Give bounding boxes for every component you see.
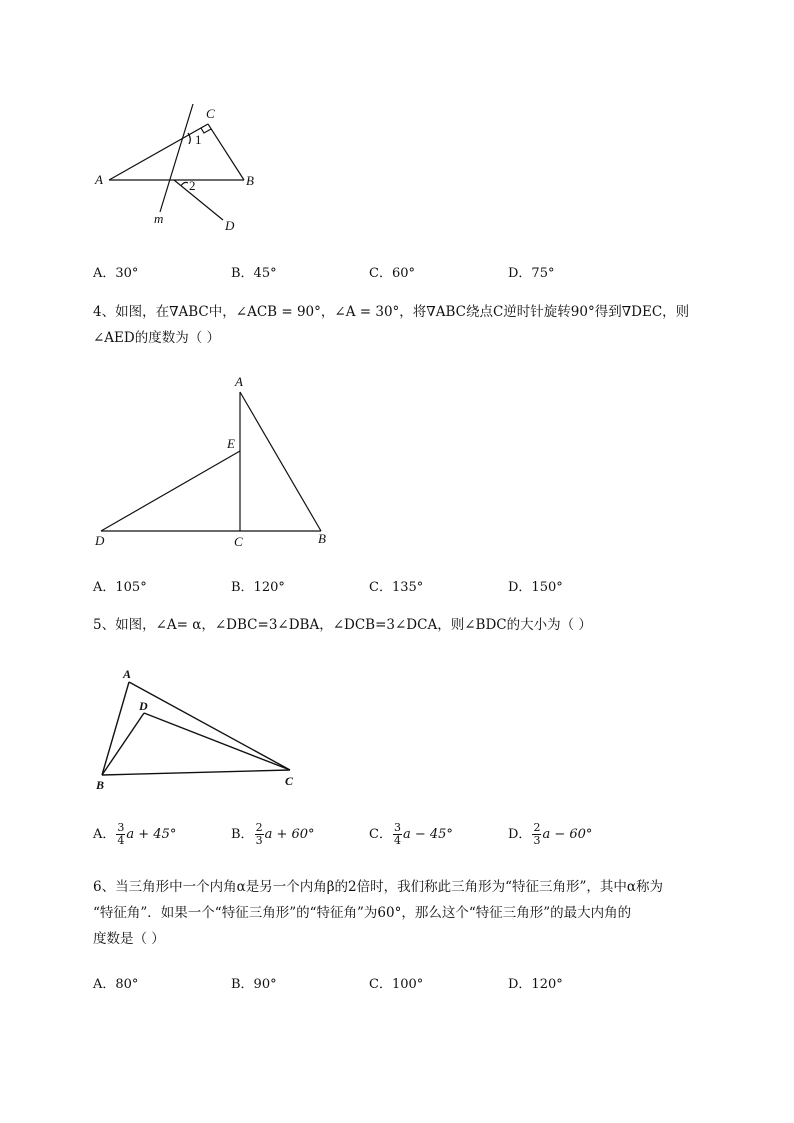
label-a: A	[235, 374, 243, 389]
label-b: B	[318, 531, 326, 546]
q6-stem	[93, 874, 743, 952]
q6-option-b[interactable]: B．90°	[231, 977, 277, 992]
segment-bc	[102, 770, 290, 775]
label-a: A	[123, 667, 132, 681]
q5-stem: 5、如图，∠A= α，∠DBC=3∠DBA，∠DCB=3∠DCA，则∠BDC的大小为（ ）	[93, 617, 592, 633]
label-c: C	[285, 774, 294, 788]
q5-option-c[interactable]	[369, 822, 453, 847]
q4-option-c[interactable]: C．135°	[369, 580, 424, 595]
q6-line-2: “特征角”．如果一个“特征三角形”的“特征角”为60°，那么这个“特征三角形”的最大内角的	[93, 905, 632, 921]
fraction	[393, 822, 402, 847]
option-letter: C．	[369, 827, 392, 842]
segment-ab	[102, 682, 129, 775]
option-expression: a + 45°	[126, 827, 177, 842]
option-expression: a − 60°	[542, 827, 593, 842]
option-letter: B．	[231, 827, 254, 842]
q4-line-1: 4、如图，在∇ABC中，∠ACB = 90°，∠A = 30°，将∇ABC绕点C逆时针旋转90°得到∇DEC，则	[93, 304, 690, 320]
fraction-denominator: 4	[393, 834, 401, 847]
option-letter: A．	[93, 827, 116, 842]
label-a: A	[95, 172, 103, 187]
q6-option-a[interactable]: A．80°	[93, 977, 139, 992]
fraction-numerator: 3	[393, 821, 401, 834]
q5-option-a[interactable]	[93, 822, 176, 847]
label-b: B	[246, 173, 254, 188]
label-m: m	[154, 211, 164, 226]
q4-option-b[interactable]: B．120°	[231, 580, 285, 595]
fraction-denominator: 4	[117, 834, 125, 847]
q6-line-1: 6、当三角形中一个内角α是另一个内角β的2倍时，我们称此三角形为“特征三角形”，其中α称为	[93, 879, 664, 895]
segment-ac	[129, 682, 290, 770]
q3-option-d[interactable]: D．75°	[508, 266, 555, 281]
q6-line-3: 度数是（ ）	[93, 931, 165, 947]
q3-option-c[interactable]: C．60°	[369, 266, 415, 281]
q4-option-d[interactable]: D．150°	[508, 580, 563, 595]
option-expression: a + 60°	[264, 827, 315, 842]
fraction	[532, 822, 541, 847]
label-d: D	[139, 699, 148, 713]
label-d: D	[95, 533, 105, 548]
q4-option-a[interactable]: A．105°	[93, 580, 147, 595]
label-angle-2: 2	[189, 178, 196, 193]
label-d: D	[225, 218, 235, 233]
fraction-denominator: 3	[533, 834, 541, 847]
label-c: C	[234, 534, 243, 549]
label-angle-1: 1	[195, 132, 202, 147]
fraction	[116, 822, 125, 847]
q3-option-b[interactable]: B．45°	[231, 266, 277, 281]
segment-bd	[102, 713, 144, 775]
fraction-numerator: 2	[533, 821, 541, 834]
label-e: E	[227, 436, 235, 451]
fraction	[255, 822, 264, 847]
label-c: C	[206, 106, 215, 121]
q5-option-d[interactable]	[508, 822, 592, 847]
q6-option-d[interactable]: D．120°	[508, 977, 563, 992]
option-expression: a − 45°	[402, 827, 453, 842]
q6-option-c[interactable]: C．100°	[369, 977, 424, 992]
option-letter: D．	[508, 827, 532, 842]
fraction-numerator: 3	[117, 821, 125, 834]
q4-line-2: ∠AED的度数为（ ）	[93, 330, 221, 346]
fraction-numerator: 2	[255, 821, 263, 834]
label-b: B	[96, 778, 105, 792]
segment-dc	[144, 713, 290, 770]
q5-option-b[interactable]	[231, 822, 315, 847]
fraction-denominator: 3	[255, 834, 263, 847]
q3-option-a[interactable]: A．30°	[93, 266, 139, 281]
